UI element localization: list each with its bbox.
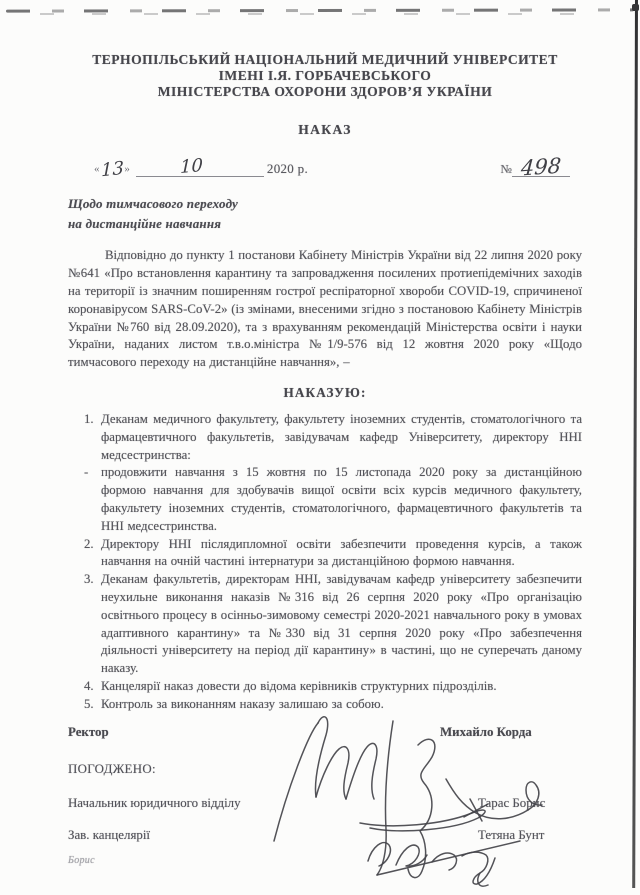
date-field <box>94 155 309 182</box>
rector-label: Ректор <box>68 724 109 739</box>
order-number-field <box>500 153 570 181</box>
chancery-label: Зав. канцелярії <box>68 827 150 842</box>
order-item-text: Деканам факультетів, директорам ННІ, завідувачам кафедр університету забезпечити неухильне виконання наказів №316 від 26 серпня 2020 року «Про організацію освітнього процесу в осінньо-зимовому семестрі 2020-2021 навчального року в умовах адаптивного карантину» та №330 від 31 серпня 2020 року «Про забезпечення діяльності університету на період дії карантину» в частині, що не суперечать даному наказу. <box>101 572 582 676</box>
document-title: НАКАЗ <box>298 122 352 138</box>
close-quote: » <box>124 163 130 176</box>
executor-note: Борис <box>68 854 95 866</box>
month-underline <box>136 155 248 179</box>
order-item-text: Деканам медичного факультету, факультету іноземних студентів, стоматологічного та фармацевтичного факультетів, завідувачам кафедр Університету, директору ННІ медсестринства: <box>101 411 582 462</box>
org-name-line1: ТЕРНОПІЛЬСЬКИЙ НАЦІОНАЛЬНИЙ МЕДИЧНИЙ УНІВЕРСИТЕТ <box>92 52 558 67</box>
order-item-5 <box>84 696 582 714</box>
org-name-line2: ІМЕНІ І.Я. ГОРБАЧЕВСЬКОГО <box>218 67 432 83</box>
order-item-text: Контроль за виконанням наказу залишаю за собою. <box>101 696 384 711</box>
order-item-marker: 5. <box>84 696 94 711</box>
legal-signature-row <box>68 796 582 814</box>
subject-block <box>68 194 582 234</box>
chancery-signature-row <box>68 828 582 846</box>
order-item-2 <box>84 536 582 572</box>
order-item-marker: 2. <box>84 536 94 551</box>
number-sign: № <box>500 162 512 177</box>
order-item-marker: 4. <box>84 678 94 693</box>
short-underline <box>248 160 264 177</box>
open-quote: « <box>94 163 100 176</box>
handwritten-order-number: 498 <box>520 153 562 181</box>
handwritten-month: 10 <box>180 155 204 179</box>
legal-head-name: Тарас Борис <box>478 795 546 810</box>
preamble-paragraph: Відповідно до пункту 1 постанови Кабінету Міністрів України від 22 липня 2020 року №641 «Про встановлення карантину та запровадження посилених протиепідемічних заходів на території із значним поширенням гострої респіраторної хвороби COVID-19, спричиненої коронавірусом SARS-CoV-2» (із змінами, внесеними згідно з постановою Кабінету Міністрів України №760 від 28.09.2020), та з врахуванням рекомендацій Міністерства освіти і науки України, наданих листом т.в.о.міністра №1/9-576 від 12 жовтня 2020 року «Щодо тимчасового переходу на дистанційне навчання», – <box>68 248 582 370</box>
order-item-4 <box>84 678 582 696</box>
agreed-label: ПОГОДЖЕНО: <box>68 761 156 776</box>
rector-signature-row <box>68 725 582 743</box>
handwritten-day: 13 <box>100 158 124 182</box>
order-items-list <box>68 411 582 714</box>
legal-department-label: Начальник юридичного відділу <box>68 795 241 810</box>
chancery-head-name: Тетяна Бунт <box>478 827 545 842</box>
rector-name: Михайло Корда <box>440 724 532 739</box>
order-item-text: Канцелярії наказ довести до відома керівників структурних підрозділів. <box>101 678 497 693</box>
agreed-row <box>68 762 582 780</box>
order-item-1 <box>84 411 582 464</box>
resolution-heading: НАКАЗУЮ: <box>283 384 367 400</box>
organization-header <box>68 52 582 99</box>
order-item-marker: - <box>84 465 89 480</box>
subject-line1: Щодо тимчасового переходу <box>68 196 239 212</box>
org-name-line3: МІНІСТЕРСТВА ОХОРОНИ ЗДОРОВ’Я УКРАЇНИ <box>157 83 493 99</box>
number-underline <box>512 153 570 181</box>
order-item-3 <box>84 571 582 678</box>
subject-line2: на дистанційне навчання <box>68 216 222 232</box>
order-item-text: Директору ННІ післядипломної освіти забезпечити проведення курсів, а також навчання на очній частині інтернатури за дистанційною формою навчання. <box>101 536 582 569</box>
signature-block <box>68 725 582 895</box>
order-item-text: продовжити навчання з 15 жовтня по 15 листопада 2020 року за дистанційною формою навчання для здобувачів вищої освіти всіх курсів медичного факультету, факультету іноземних студентів, стоматологічного, фармацевтичного факультетів та ННІ медсестринства. <box>101 465 582 533</box>
year-label: 2020 р. <box>266 161 309 177</box>
order-subitem-dash <box>84 464 582 535</box>
date-number-row <box>68 153 582 182</box>
order-item-marker: 1. <box>84 411 94 426</box>
order-item-marker: 3. <box>84 572 94 587</box>
